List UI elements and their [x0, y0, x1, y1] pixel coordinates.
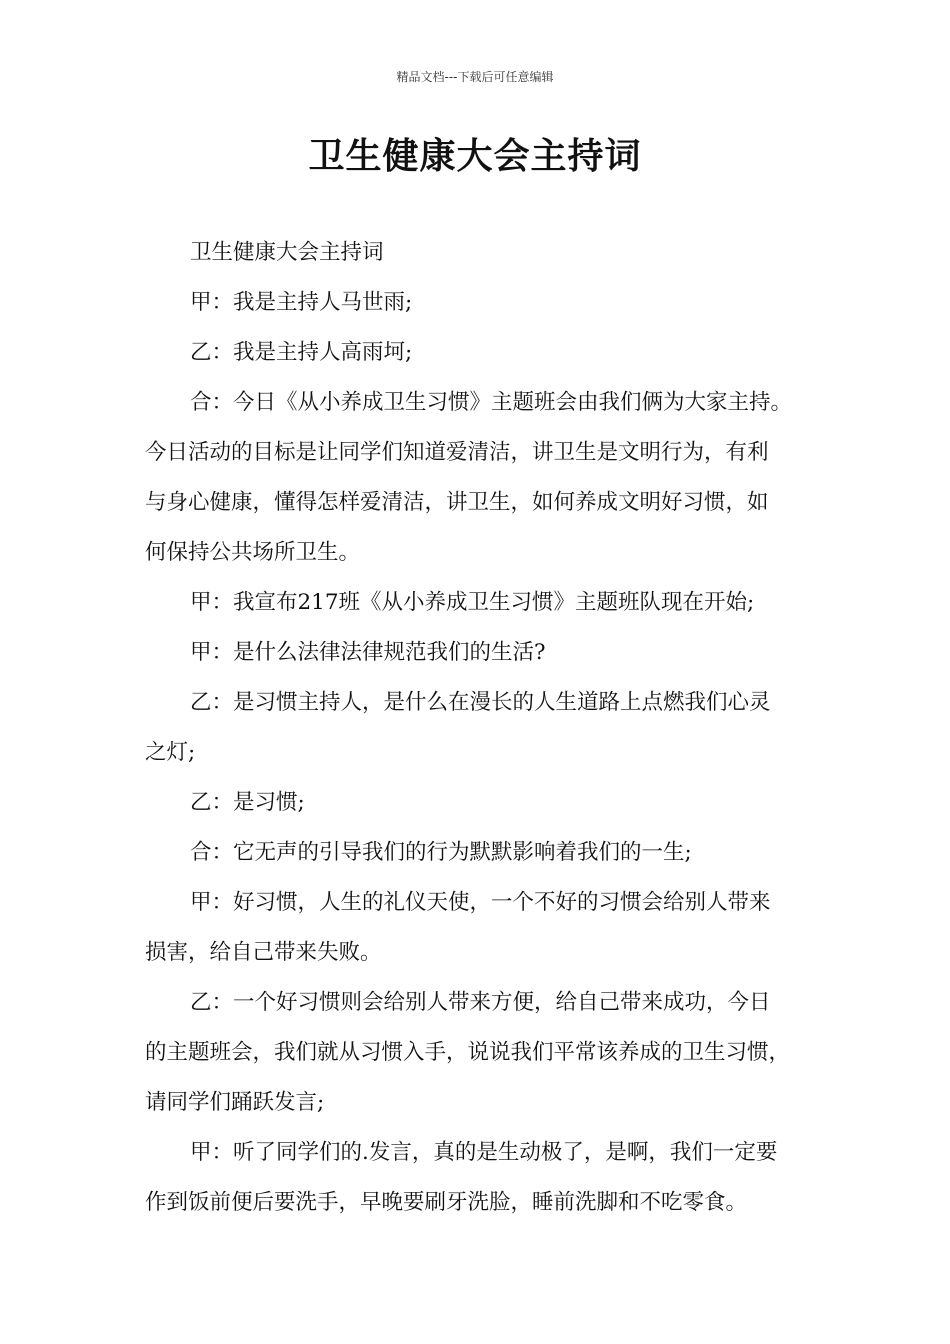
text-line: 今日活动的目标是让同学们知道爱清洁，讲卫生是文明行为，有利: [145, 440, 769, 465]
text-line: 卫生健康大会主持词: [190, 240, 384, 265]
text-line: 的主题班会，我们就从习惯入手，说说我们平常该养成的卫生习惯，: [145, 1040, 791, 1065]
document-body: [145, 228, 835, 1228]
text-line: 甲：我宣布217班《从小养成卫生习惯》主题班队现在开始;: [190, 590, 755, 615]
text-line: 损害，给自己带来失败。: [145, 940, 382, 965]
text-line: 与身心健康，懂得怎样爱清洁，讲卫生，如何养成文明好习惯，如: [145, 490, 769, 515]
document-title: 卫生健康大会主持词: [308, 136, 642, 177]
text-line: 作到饭前便后要洗手，早晚要刷牙洗脸，睡前洗脚和不吃零食。: [145, 1190, 748, 1215]
text-line: 甲：我是主持人马世雨;: [190, 290, 413, 315]
text-line: 合：今日《从小养成卫生习惯》主题班会由我们俩为大家主持。: [190, 390, 793, 415]
header-note: 精品文档---下载后可任意编辑: [396, 70, 554, 84]
text-line: 乙：我是主持人高雨坷;: [190, 340, 413, 365]
text-line: 甲：好习惯，人生的礼仪天使，一个不好的习惯会给别人带来: [190, 890, 771, 915]
text-line: 甲：听了同学们的.发言，真的是生动极了，是啊，我们一定要: [190, 1140, 778, 1165]
text-line: 乙：一个好习惯则会给别人带来方便，给自己带来成功，今日: [190, 990, 771, 1015]
text-line: 请同学们踊跃发言;: [145, 1090, 325, 1115]
text-line: 乙：是习惯主持人，是什么在漫长的人生道路上点燃我们心灵: [190, 690, 771, 715]
text-line: 何保持公共场所卫生。: [145, 540, 361, 565]
text-line: 乙：是习惯;: [190, 790, 305, 815]
text-line: 合：它无声的引导我们的行为默默影响着我们的一生;: [190, 840, 692, 865]
text-line: 之灯;: [145, 740, 196, 765]
text-line: 甲：是什么法律法律规范我们的生活?: [190, 640, 546, 665]
